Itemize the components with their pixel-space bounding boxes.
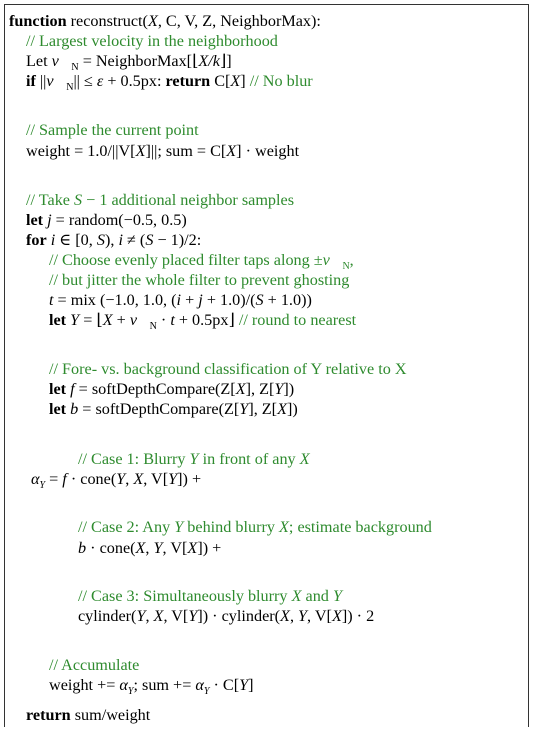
line-let-j: let j = random(−0.5, 0.5)	[26, 211, 187, 229]
line-accumulate: weight += $\alpha_Y$; sum += $\alpha_Y \cdot C[Y]$	[49, 676, 254, 698]
line-case-3-expr: cylinder(Y, X, V[Y]) · cylinder(X, Y, V[X]) · 2	[78, 607, 375, 625]
line-return: return sum/weight	[26, 706, 151, 724]
line-weight-sum-init: weight = 1.0/||V[X]||; sum = C[X] · weight	[26, 142, 300, 160]
line-let-f: let f = softDepthCompare(Z[X], Z[Y])	[49, 380, 295, 398]
line-let-neighbor: Let $v⃗_N$ = NeighborMax[⌊X/k⌋]	[26, 52, 232, 74]
line-let-b: let b = softDepthCompare(Z[Y], Z[X])	[49, 400, 298, 418]
algorithm-box	[4, 4, 529, 727]
line-comment-jitter: // but jitter the whole filter to prevent ghosting	[49, 271, 350, 289]
line-case-2-expr: b · cone(X, Y, V[X]) +	[78, 539, 222, 557]
line-comment-largest-velocity: // Largest velocity in the neighborhood	[26, 32, 278, 50]
line-let-y: let Y = ⌊X + $v⃗_N \cdot t$ + 0.5px⌋ // round to nearest	[49, 311, 357, 333]
line-alpha-case-1: $\alpha_Y = f$ · cone(Y, X, V[Y]) +	[31, 470, 202, 492]
line-function-signature: function reconstruct(X, C, V, Z, NeighborMax):	[9, 12, 321, 30]
line-comment-sample-current: // Sample the current point	[26, 121, 199, 139]
line-comment-case-2: // Case 2: Any Y behind blurry X; estimate background	[78, 518, 432, 536]
line-if-no-blur: if $||v⃗_N|| \le \varepsilon + 0.5px$: return C[X] // No blur	[26, 72, 313, 94]
line-t-mix: t = mix (−1.0, 1.0, (i + j + 1.0)/(S + 1.0))	[49, 291, 312, 309]
line-comment-classification: // Fore- vs. background classification of Y relative to X	[49, 360, 407, 378]
line-for-loop: for i ∈ [0, S), i ≠ (S − 1)/2:	[26, 231, 202, 249]
line-comment-take-samples: // Take S − 1 additional neighbor samples	[26, 191, 295, 209]
line-comment-case-1: // Case 1: Blurry Y in front of any X	[78, 450, 310, 468]
line-comment-accumulate: // Accumulate	[49, 656, 140, 674]
line-comment-case-3: // Case 3: Simultaneously blurry X and Y	[78, 587, 342, 605]
line-comment-filter-taps: // Choose evenly placed filter taps along $\pm v⃗_N$,	[49, 251, 354, 273]
